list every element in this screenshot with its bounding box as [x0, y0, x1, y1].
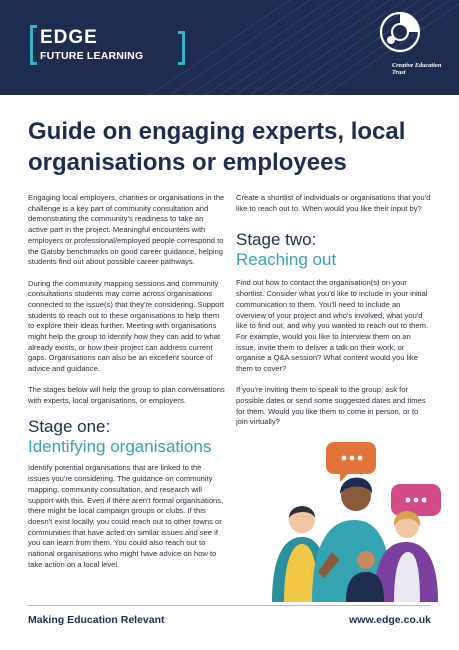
logo-word: EDGE: [40, 27, 98, 48]
stage-two-title: Reaching out: [236, 250, 337, 270]
person-figure: [374, 511, 438, 602]
stage-one-title: Identifying organisations: [28, 437, 212, 457]
mapping-paragraph: During the community mapping sessions and community consultations students may come across organisations connected to the issue(s) that they're considering. Support students to reach out to these organisations to help them to explore their ideas further. Meeting with organisations might help the group to identify how they can add to what already exists, or how their project can address current gaps. Organisations can also be an excellent source of advice and guidance.: [28, 278, 225, 374]
contact-paragraph: Find out how to contact the organisation(s) on your shortlist. Consider what you'd like to include in your initial communication to them. You'll need to include an overview of your project and who's involved, what you'd like to find out, and why you wanted to reach out to them. For example, would you like to interview them on an issue, invite them to deliver a talk on their work, or organise a Q&A session? What content would you like them to cover?: [236, 278, 429, 374]
logo-bracket-right: [178, 31, 185, 65]
footer-tagline: Making Education Relevant: [28, 614, 165, 626]
edge-logo: [30, 27, 160, 79]
stage-two-label: Stage two:: [236, 230, 317, 250]
intro-paragraph: Engaging local employers, charities or organisations in the challenge is a key part of community consultation and demonstrating the community's readiness to take an active part in the project. Meaningful encounters with employers or professional/employed people correspond to the Gatsby benchmarks on good career guidance, helping students find out about possible career pathways.: [28, 193, 225, 267]
footer-divider: [28, 605, 431, 606]
inviting-paragraph: If you're inviting them to speak to the group, ask for possible dates or send some suggested dates and times for them. Would you like them to come in person, or to join virtually?: [236, 385, 426, 427]
stage-one-heading: [28, 417, 225, 457]
logo-subtitle: FUTURE LEARNING: [40, 50, 144, 62]
page-title: Guide on engaging experts, local organisations or employees: [28, 118, 406, 176]
right-column: [236, 193, 432, 439]
stage-one-body: Identify potential organisations that are linked to the issues you're considering. The guidance on community mapping, community consultation, and research will support with this. Even if there aren't formal organisations, there might be local campaign groups or clubs. If this doesn't exist locally, you could reach out to other towns or communities that have acted on similar issues and see if you can learn from them. You could also reach out to national organisations who might have advice on how to take action on a local level.: [28, 463, 224, 569]
footer-website-link[interactable]: www.edge.co.uk: [349, 614, 431, 626]
stage-one-label: Stage one:: [28, 417, 111, 437]
left-column: [28, 193, 225, 581]
shortlist-paragraph: Create a shortlist of individuals or organisations that you'd like to reach out to. When would you like their input by?: [236, 193, 431, 213]
circle-emblem-icon: [378, 10, 422, 54]
header-banner: [0, 0, 459, 95]
partner-name: Creative Education Trust: [392, 62, 442, 76]
people-illustration: [262, 432, 452, 602]
stage-two-heading: [236, 230, 432, 270]
logo-bracket-left: [30, 25, 37, 65]
speech-bubble-icon: [326, 442, 376, 482]
stages-paragraph: The stages below will help the group to plan conversations with experts, local organisations, or employers.: [28, 385, 225, 406]
partner-logo: [374, 10, 442, 88]
